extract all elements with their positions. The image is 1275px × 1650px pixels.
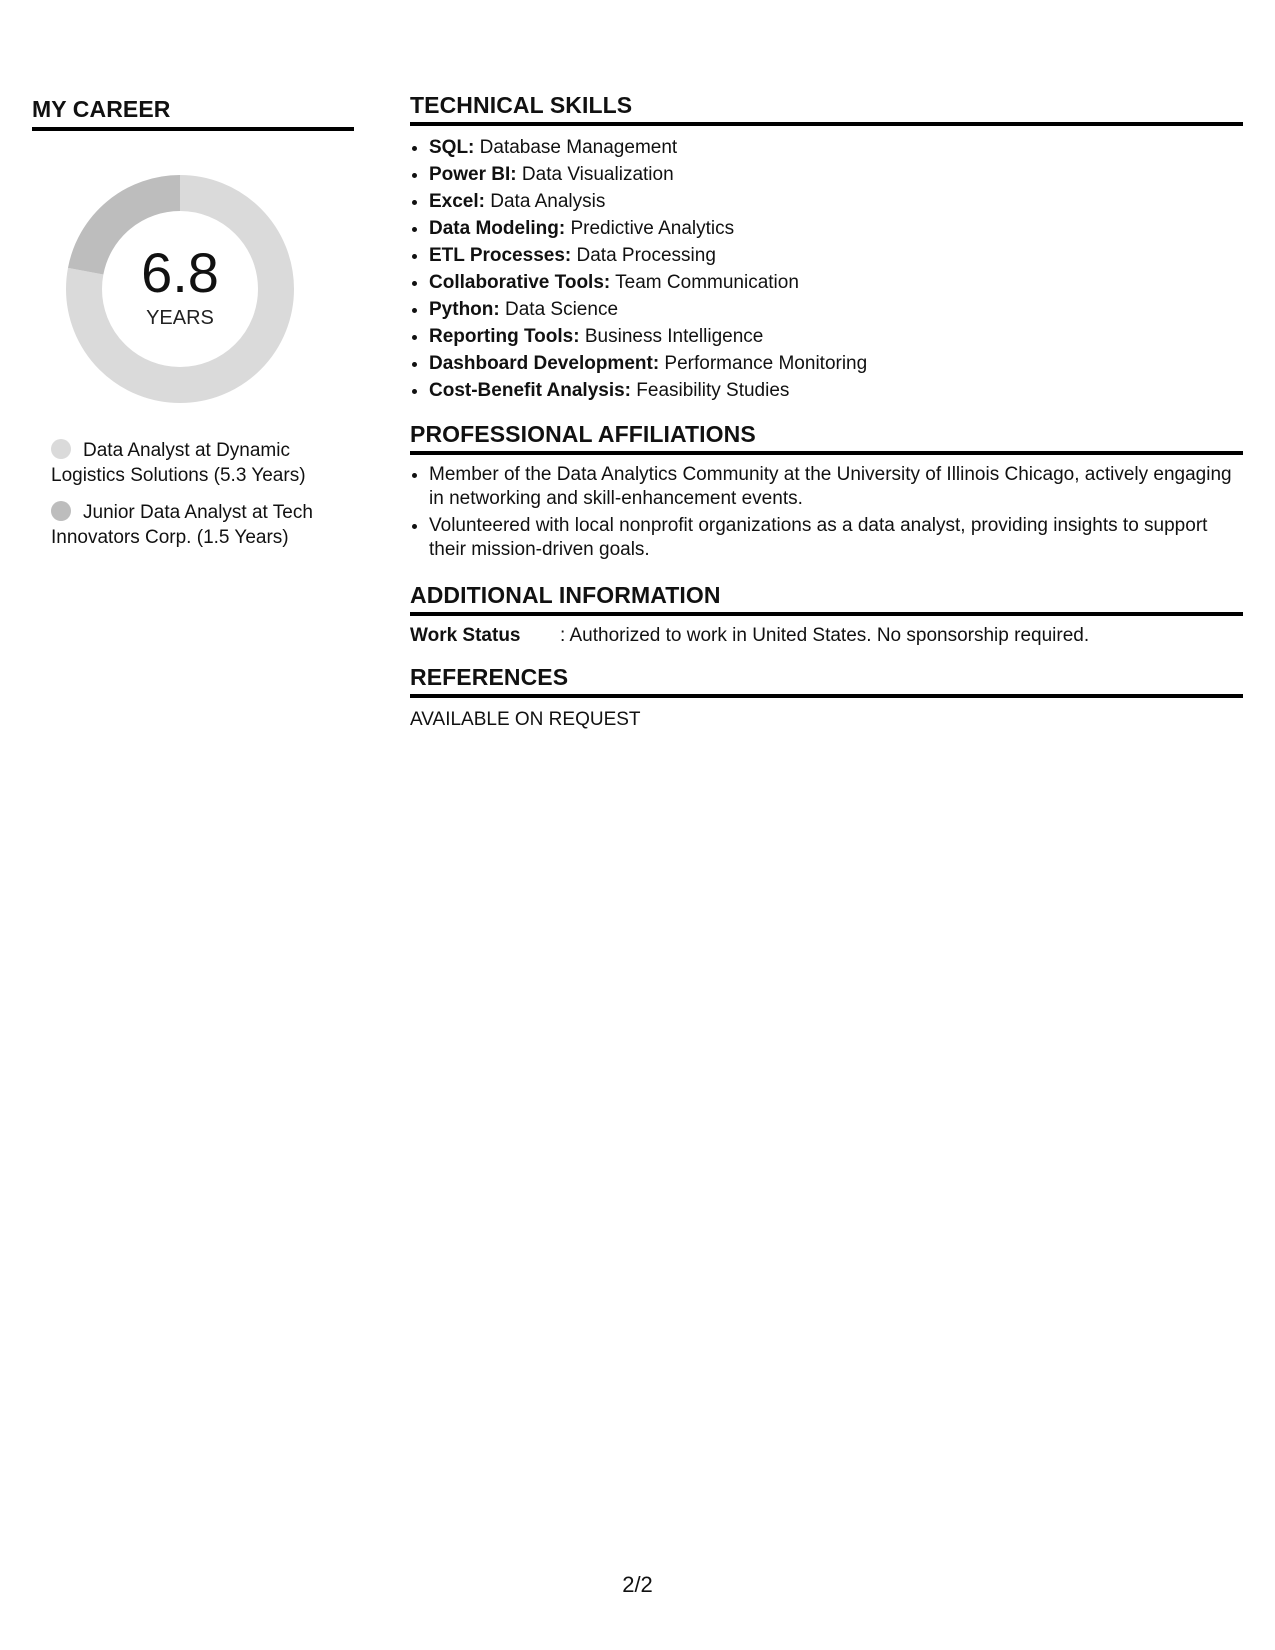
- skill-name: Python:: [429, 299, 500, 320]
- total-years-unit: YEARS: [146, 307, 214, 329]
- skill-item: [429, 296, 1243, 323]
- skill-item: [429, 242, 1243, 269]
- skill-item: [429, 161, 1243, 188]
- skill-name: ETL Processes:: [429, 245, 572, 266]
- technical-skills-list: [410, 134, 1243, 404]
- skill-desc: Data Visualization: [516, 164, 674, 185]
- legend-label: Data Analyst at Dynamic Logistics Solutions (5.3 Years): [51, 440, 306, 486]
- affiliations-heading: PROFESSIONAL AFFILIATIONS: [410, 421, 1243, 455]
- legend-label: Junior Data Analyst at Tech Innovators Corp. (1.5 Years): [51, 502, 313, 548]
- work-status-label: Work Status: [410, 625, 521, 646]
- work-status-value: : Authorized to work in United States. No sponsorship required.: [560, 625, 1090, 646]
- skill-desc: Predictive Analytics: [565, 218, 735, 239]
- career-heading: MY CAREER: [32, 96, 354, 131]
- skill-item: [429, 323, 1243, 350]
- donut-center: [66, 175, 294, 403]
- skill-desc: Team Communication: [610, 272, 799, 293]
- skill-item: [429, 188, 1243, 215]
- affiliations-list: [410, 463, 1243, 562]
- skill-name: Reporting Tools:: [429, 326, 580, 347]
- skill-name: SQL:: [429, 137, 475, 158]
- skill-name: Data Modeling:: [429, 218, 566, 239]
- skill-desc: Data Science: [499, 299, 619, 320]
- skill-desc: Data Analysis: [484, 191, 606, 212]
- skill-name: Collaborative Tools:: [429, 272, 611, 293]
- skill-item: [429, 134, 1243, 161]
- page-number: 2/2: [622, 1572, 653, 1597]
- skill-item: [429, 350, 1243, 377]
- additional-info-heading: ADDITIONAL INFORMATION: [410, 582, 1243, 616]
- skill-desc: Performance Monitoring: [659, 353, 868, 374]
- skill-name: Dashboard Development:: [429, 353, 660, 374]
- career-legend: [51, 438, 341, 550]
- skill-name: Power BI:: [429, 164, 517, 185]
- affiliation-item: • Member of the Data Analytics Community at the University of Illinois Chicago, actively engaging in networking and skill-enhancement events.: [429, 463, 1243, 511]
- skill-desc: Business Intelligence: [579, 326, 764, 347]
- skill-item: [429, 377, 1243, 404]
- main-column: [410, 92, 1243, 731]
- legend-item: [51, 438, 341, 488]
- skill-name: Excel:: [429, 191, 485, 212]
- skill-name: Cost-Benefit Analysis:: [429, 380, 631, 401]
- affiliation-item: • Volunteered with local nonprofit organizations as a data analyst, providing insights to support their mission-driven goals.: [429, 514, 1243, 562]
- technical-skills-heading: TECHNICAL SKILLS: [410, 92, 1243, 126]
- career-column: [32, 96, 354, 562]
- work-status-row: [410, 625, 1243, 647]
- skill-item: [429, 215, 1243, 242]
- references-heading: REFERENCES: [410, 664, 1243, 698]
- legend-item: [51, 500, 341, 550]
- skill-desc: Database Management: [474, 137, 678, 158]
- career-donut-chart: [66, 175, 294, 403]
- legend-dot: [51, 501, 71, 521]
- legend-dot: [51, 439, 71, 459]
- skill-desc: Data Processing: [571, 245, 716, 266]
- skill-desc: Feasibility Studies: [631, 380, 790, 401]
- references-text: AVAILABLE ON REQUEST: [410, 709, 641, 730]
- skill-item: [429, 269, 1243, 296]
- total-years-value: 6.8: [141, 241, 219, 304]
